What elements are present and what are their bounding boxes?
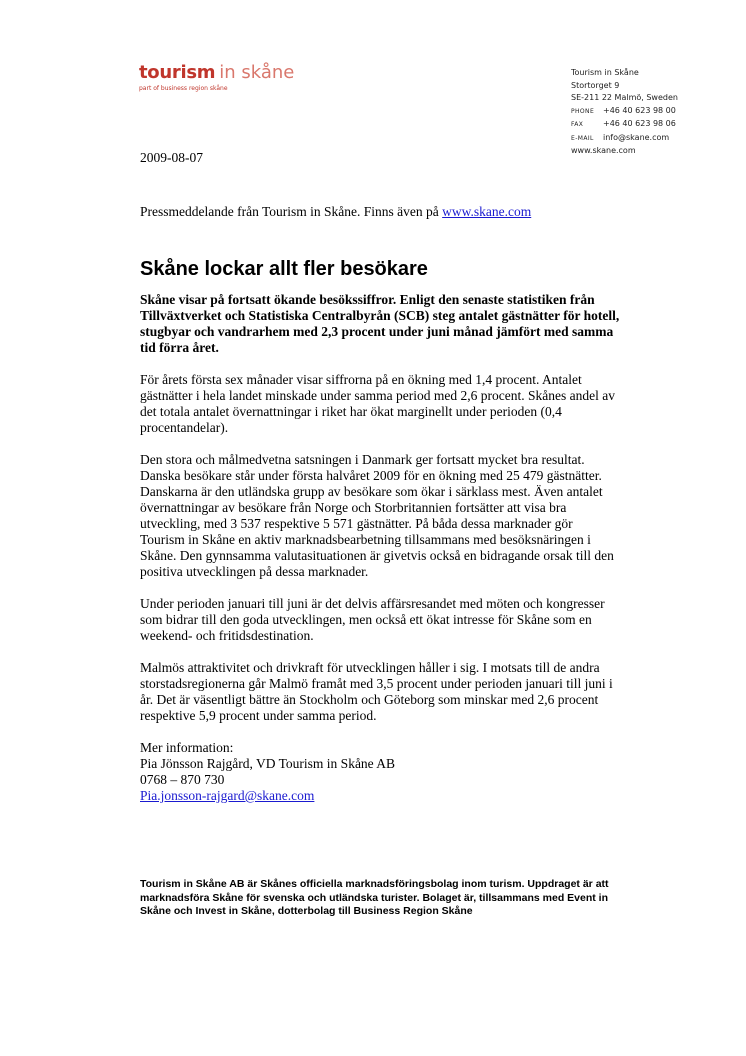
- contact-city: SE-211 22 Malmö, Sweden: [571, 93, 678, 102]
- more-info-phone: 0768 – 870 730: [140, 772, 225, 787]
- logo-tagline: part of business region skåne: [139, 85, 228, 92]
- logo-brand-light: in skåne: [219, 62, 295, 83]
- contact-fax-row: [571, 118, 678, 132]
- footer-about: Tourism in Skåne AB är Skånes officiella marknadsföringsbolag inom turism. Uppdraget är att marknadsföra Skåne för svenska och utländska turister. Bolaget är, tillsammans med Event in Skåne och Invest in Skåne, dotterbolag till Business Region Skåne: [140, 878, 609, 917]
- paragraph-3: Under perioden januari till juni är det delvis affärsresandet med möten och kongresser som bidrar till den goda utvecklingen, men också ett ökat intresse för Skåne som en weekend- och fritidsdestination.: [140, 596, 605, 643]
- document-date: 2009-08-07: [140, 150, 203, 165]
- more-info-block: [140, 740, 620, 804]
- contact-phone-row: [571, 105, 678, 119]
- logo-brand-bold: tourism: [139, 62, 216, 83]
- paragraph-4: Malmös attraktivitet och drivkraft för utvecklingen håller i sig. I motsats till de andra storstadsregionerna går Malmö framåt med 3,5 procent under perioden januari till juni i år. Det är väsentligt bättre än Stockholm och Göteborg som minskar med 2,6 procent respektive 5,9 procent under samma period.: [140, 660, 613, 723]
- phone-label: PHONE: [571, 107, 595, 115]
- tourism-in-skane-logo: [139, 62, 294, 92]
- paragraph-2: Den stora och målmedvetna satsningen i Danmark ger fortsatt mycket bra resultat. Danska besökare står under första halvåret 2009 för en ökning med 25 479 gästnätter. Danskarna är den utländska grupp av besökare som ökar i särklass mest. Även antalet övernattningar av besökare från Norge och Storbritannien fortsätter att visa bra utveckling, med 3 537 respektive 5 571 gästnätter. På båda dessa marknader gör Tourism in Skåne en aktiv marknadsbearbetning tillsammans med besöksnäringen i Skåne. Den gynnsamma valutasituationen är givetvis också en bidragande orsak till den positiva utvecklingen på dessa marknader.: [140, 452, 614, 579]
- more-info-person: Pia Jönsson Rajgård, VD Tourism in Skåne AB: [140, 756, 396, 771]
- contact-email: info@skane.com: [603, 132, 670, 142]
- article-body: [140, 292, 620, 804]
- lead-paragraph: Skåne visar på fortsatt ökande besökssiffror. Enligt den senaste statistiken från Tillväxtverket och Statistiska Centralbyrån (SCB) steg antalet gästnätter för hotell, stugbyar och vandrarhem med 2,3 procent under juni månad jämfört med samma tid förra året.: [140, 292, 620, 355]
- press-release-line: [140, 204, 531, 220]
- email-label: E-MAIL: [571, 134, 594, 142]
- headline: Skåne lockar allt fler besökare: [140, 258, 428, 280]
- contact-fax: +46 40 623 98 06: [603, 119, 676, 128]
- contact-phone: +46 40 623 98 00: [603, 105, 676, 115]
- fax-label: FAX: [571, 121, 584, 128]
- contact-email-row: [571, 132, 678, 146]
- paragraph-1: För årets första sex månader visar siffrorna på en ökning med 1,4 procent. Antalet gästnätter i hela landet minskade under samma period med 2,6 procent. Skånes andel av det totala antalet övernattningar i riket har ökat marginellt under perioden (0,4 procentandelar).: [140, 372, 615, 435]
- press-text: Pressmeddelande från Tourism in Skåne. Finns även på: [140, 204, 443, 219]
- contact-name: Tourism in Skåne: [571, 68, 639, 77]
- more-info-heading: Mer information:: [140, 740, 234, 755]
- contact-web: www.skane.com: [571, 146, 636, 155]
- website-link[interactable]: www.skane.com: [442, 204, 532, 219]
- more-info-email-link[interactable]: Pia.jonsson-rajgard@skane.com: [140, 788, 315, 803]
- contact-block: [571, 67, 678, 158]
- logo-wordmark: [139, 62, 294, 84]
- contact-street: Stortorget 9: [571, 80, 620, 90]
